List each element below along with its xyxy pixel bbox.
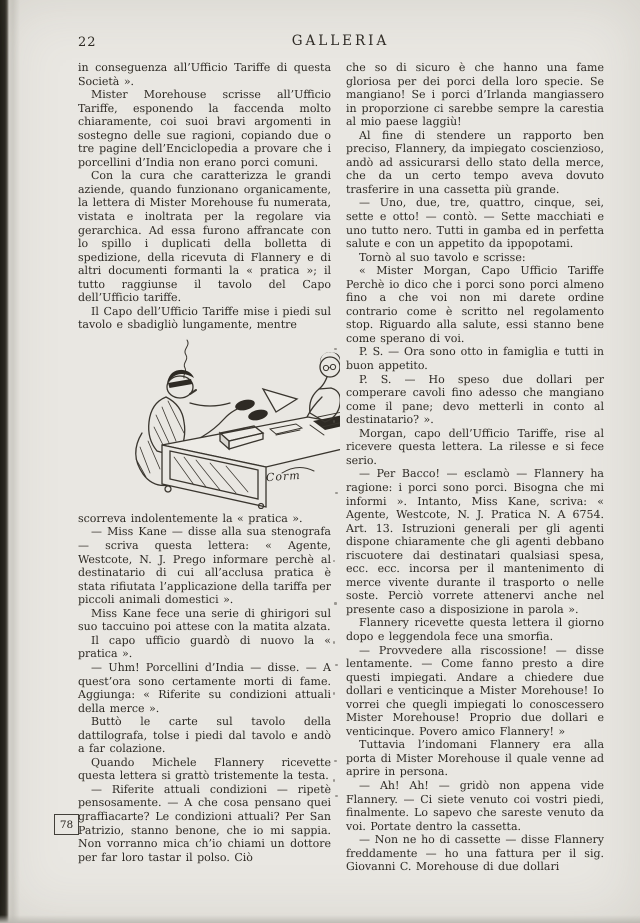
paragraph: Miss Kane fece una serie di ghirigori sul suo taccuino poi attese con la matita alzata. — [78, 606, 331, 634]
scan-speck — [335, 795, 338, 797]
scan-left-edge — [0, 0, 20, 923]
paragraph: — Uno, due, tre, quattro, cinque, sei, sette e otto! — contò. — Sette macchiati e uno tutto nero. Tutti in gamba ed in perfetta salute e con un appetito da ippopotami. — [346, 196, 604, 251]
scan-speck — [334, 760, 337, 762]
cartoon-drawing — [70, 337, 340, 509]
desk-cartoon-illustration — [70, 337, 340, 509]
journal-title: GALLERIA — [291, 33, 390, 49]
scan-speck — [334, 602, 337, 605]
artist-signature: Corm — [265, 468, 302, 485]
scan-speck — [334, 348, 337, 350]
paragraph: Il capo ufficio guardò di nuovo la « pratica ». — [78, 633, 331, 661]
margin-page-ref — [54, 814, 79, 835]
paragraph: P. S. — Ora sono otto in famiglia e tutti in buon appetito. — [346, 345, 604, 373]
left-column — [78, 61, 331, 874]
scan-speck — [333, 779, 335, 782]
paragraph: in conseguenza all’Ufficio Tariffe di questa Società ». — [78, 61, 331, 88]
paragraph: — Non ne ho di cassette — disse Flannery freddamente — ho una fattura per il sig. Giovanni C. Morehouse di due dollari — [346, 833, 604, 874]
paragraph: che so di sicuro è che hanno una fame gloriosa per dei porci della loro specie. Se mangiano! Se i porci d’Irlanda mangiassero in proporzione ci sarebbe sempre la carestia al mio paese laggiù! — [346, 61, 604, 129]
paragraph: Con la cura che caratterizza le grandi aziende, quando funzionano organicamente, la lettera di Mister Morehouse fu numerata, vistata e inoltrata per la regolare via gerarchica. Ad essa furono affrancate con lo spillo i duplicati della bolletta di spedizione, della ricevuta di Flannery e di altri documenti formanti la « pratica »; il tutto raggiunse il tavolo del Capo dell’Ufficio tariffe. — [78, 169, 331, 305]
margin-page-ref-label: 78 — [59, 818, 74, 831]
paragraph: — Provvedere alla riscossione! — disse lentamente. — Come fanno presto a dire questi impiegati. Andare a chiedere due dollari e venticinque a Mister Morehouse! Io vorrei che quegli impiegati lo conoscessero Mister Morehouse! Proprio due dollari e venticinque. Povero amico Flannery! » — [346, 643, 604, 738]
right-column — [346, 61, 604, 874]
text-area — [78, 61, 604, 874]
scan-speck — [333, 420, 335, 423]
paragraph: — Riferite attuali condizioni — ripetè pensosamente. — A che cosa pensano quei graffiacarte? Le condizioni attuali? Per San Patrizio, stanno benone, che io mi sappia. Non vorranno mica ch’io chiami un dottore per far loro tastar il polso. Ciò — [78, 782, 331, 864]
paragraph: Mister Morehouse scrisse all’Ufficio Tariffe, esponendo la faccenda molto chiaramente, coi suoi bravi argomenti in sostegno delle sue ragioni, copiando due o tre pagine dell’Enciclopedia a provare che i porcellini d’India non erano porci comuni. — [78, 88, 331, 169]
paragraph: Buttò le carte sul tavolo della dattilografa, tolse i piedi dal tavolo e andò a far colazione. — [78, 715, 331, 756]
paragraph: Quando Michele Flannery ricevette questa lettera si grattò tristemente la testa. — [78, 755, 331, 783]
paragraph: Al fine di stendere un rapporto ben preciso, Flannery, da impiegato coscienzioso, andò ad assicurarsi dello stato della merce, che da un certo tempo aveva dovuto trasferire in una cassetta più grande. — [346, 128, 604, 196]
paragraph: Flannery ricevette questa lettera il giorno dopo e leggendola fece una smorfia. — [346, 616, 604, 643]
paragraph: Tuttavia l’indomani Flannery era alla porta di Mister Morehouse il quale venne ad aprire in persona. — [346, 738, 604, 779]
paragraph: P. S. — Ho speso due dollari per comperare cavoli fino adesso che mangiano come il pane; devo metterli in conto al destinatario? ». — [346, 372, 604, 427]
scan-speck — [333, 641, 335, 644]
scan-bottom-edge — [0, 915, 640, 923]
paragraph: Morgan, capo dell’Ufficio Tariffe, rise al ricevere questa lettera. La rilesse e si fece serio. — [346, 426, 604, 467]
scan-speck — [333, 692, 335, 695]
paragraph: Tornò al suo tavolo e scrisse: — [359, 250, 526, 264]
paragraph: — Ah! Ah! — gridò non appena vide Flannery. — Ci siete venuto coi vostri piedi, finalmente. Lo sapevo che sareste venuto da voi. Portate dentro la cassetta. — [346, 778, 604, 833]
paragraph: — Uhm! Porcellini d’India — disse. — A quest’ora sono certamente morti di fame. Aggiunga: « Riferite su condizioni attuali della merce ». — [78, 660, 331, 715]
paragraph: scorreva indolentemente la « pratica ». — [78, 511, 303, 525]
scan-speck — [335, 492, 338, 494]
paragraph: Il Capo dell’Ufficio Tariffe mise i piedi sul tavolo e sbadigliò lungamente, mentre — [78, 304, 331, 332]
paragraph: — Miss Kane — disse alla sua stenografa — scriva questa lettera: « Agente, Westcote, N. J. Prego informare perchè al destinatario di cui all’acclusa pratica è stata rifiutata l’applicazione della tariffa per piccoli animali domestici ». — [78, 525, 331, 607]
paragraph: — Per Bacco! — esclamò — Flannery ha ragione: i porci sono porci. Bisogna che mi informi ». Intanto, Miss Kane, scriva: « Agente, Westcote, N. J. Pratica N. A 6754. Art. 13. Istruzioni generali per gli agenti dispone chiaramente che gli agenti debbano riscuotere dai destinatari qualsiasi spesa, ecc. ecc. incorsa per il mantenimento di merce vivente durante il trasporto o nelle soste. Perciò vorrete attenervi anche nel presente caso a disposizione in parola ». — [346, 467, 604, 616]
page-header — [78, 33, 603, 53]
scan-speck — [333, 560, 335, 562]
paragraph: « Mister Morgan, Capo Ufficio Tariffe Perchè io dico che i porci sono porci almeno fino a che voi non mi darete ordine contrario come è scritto nel regolamento stop. Riguardo alla salute, essi stanno bene come sperano di voi. — [346, 264, 604, 345]
scan-speck — [335, 664, 338, 666]
page-number: 22 — [78, 35, 97, 50]
